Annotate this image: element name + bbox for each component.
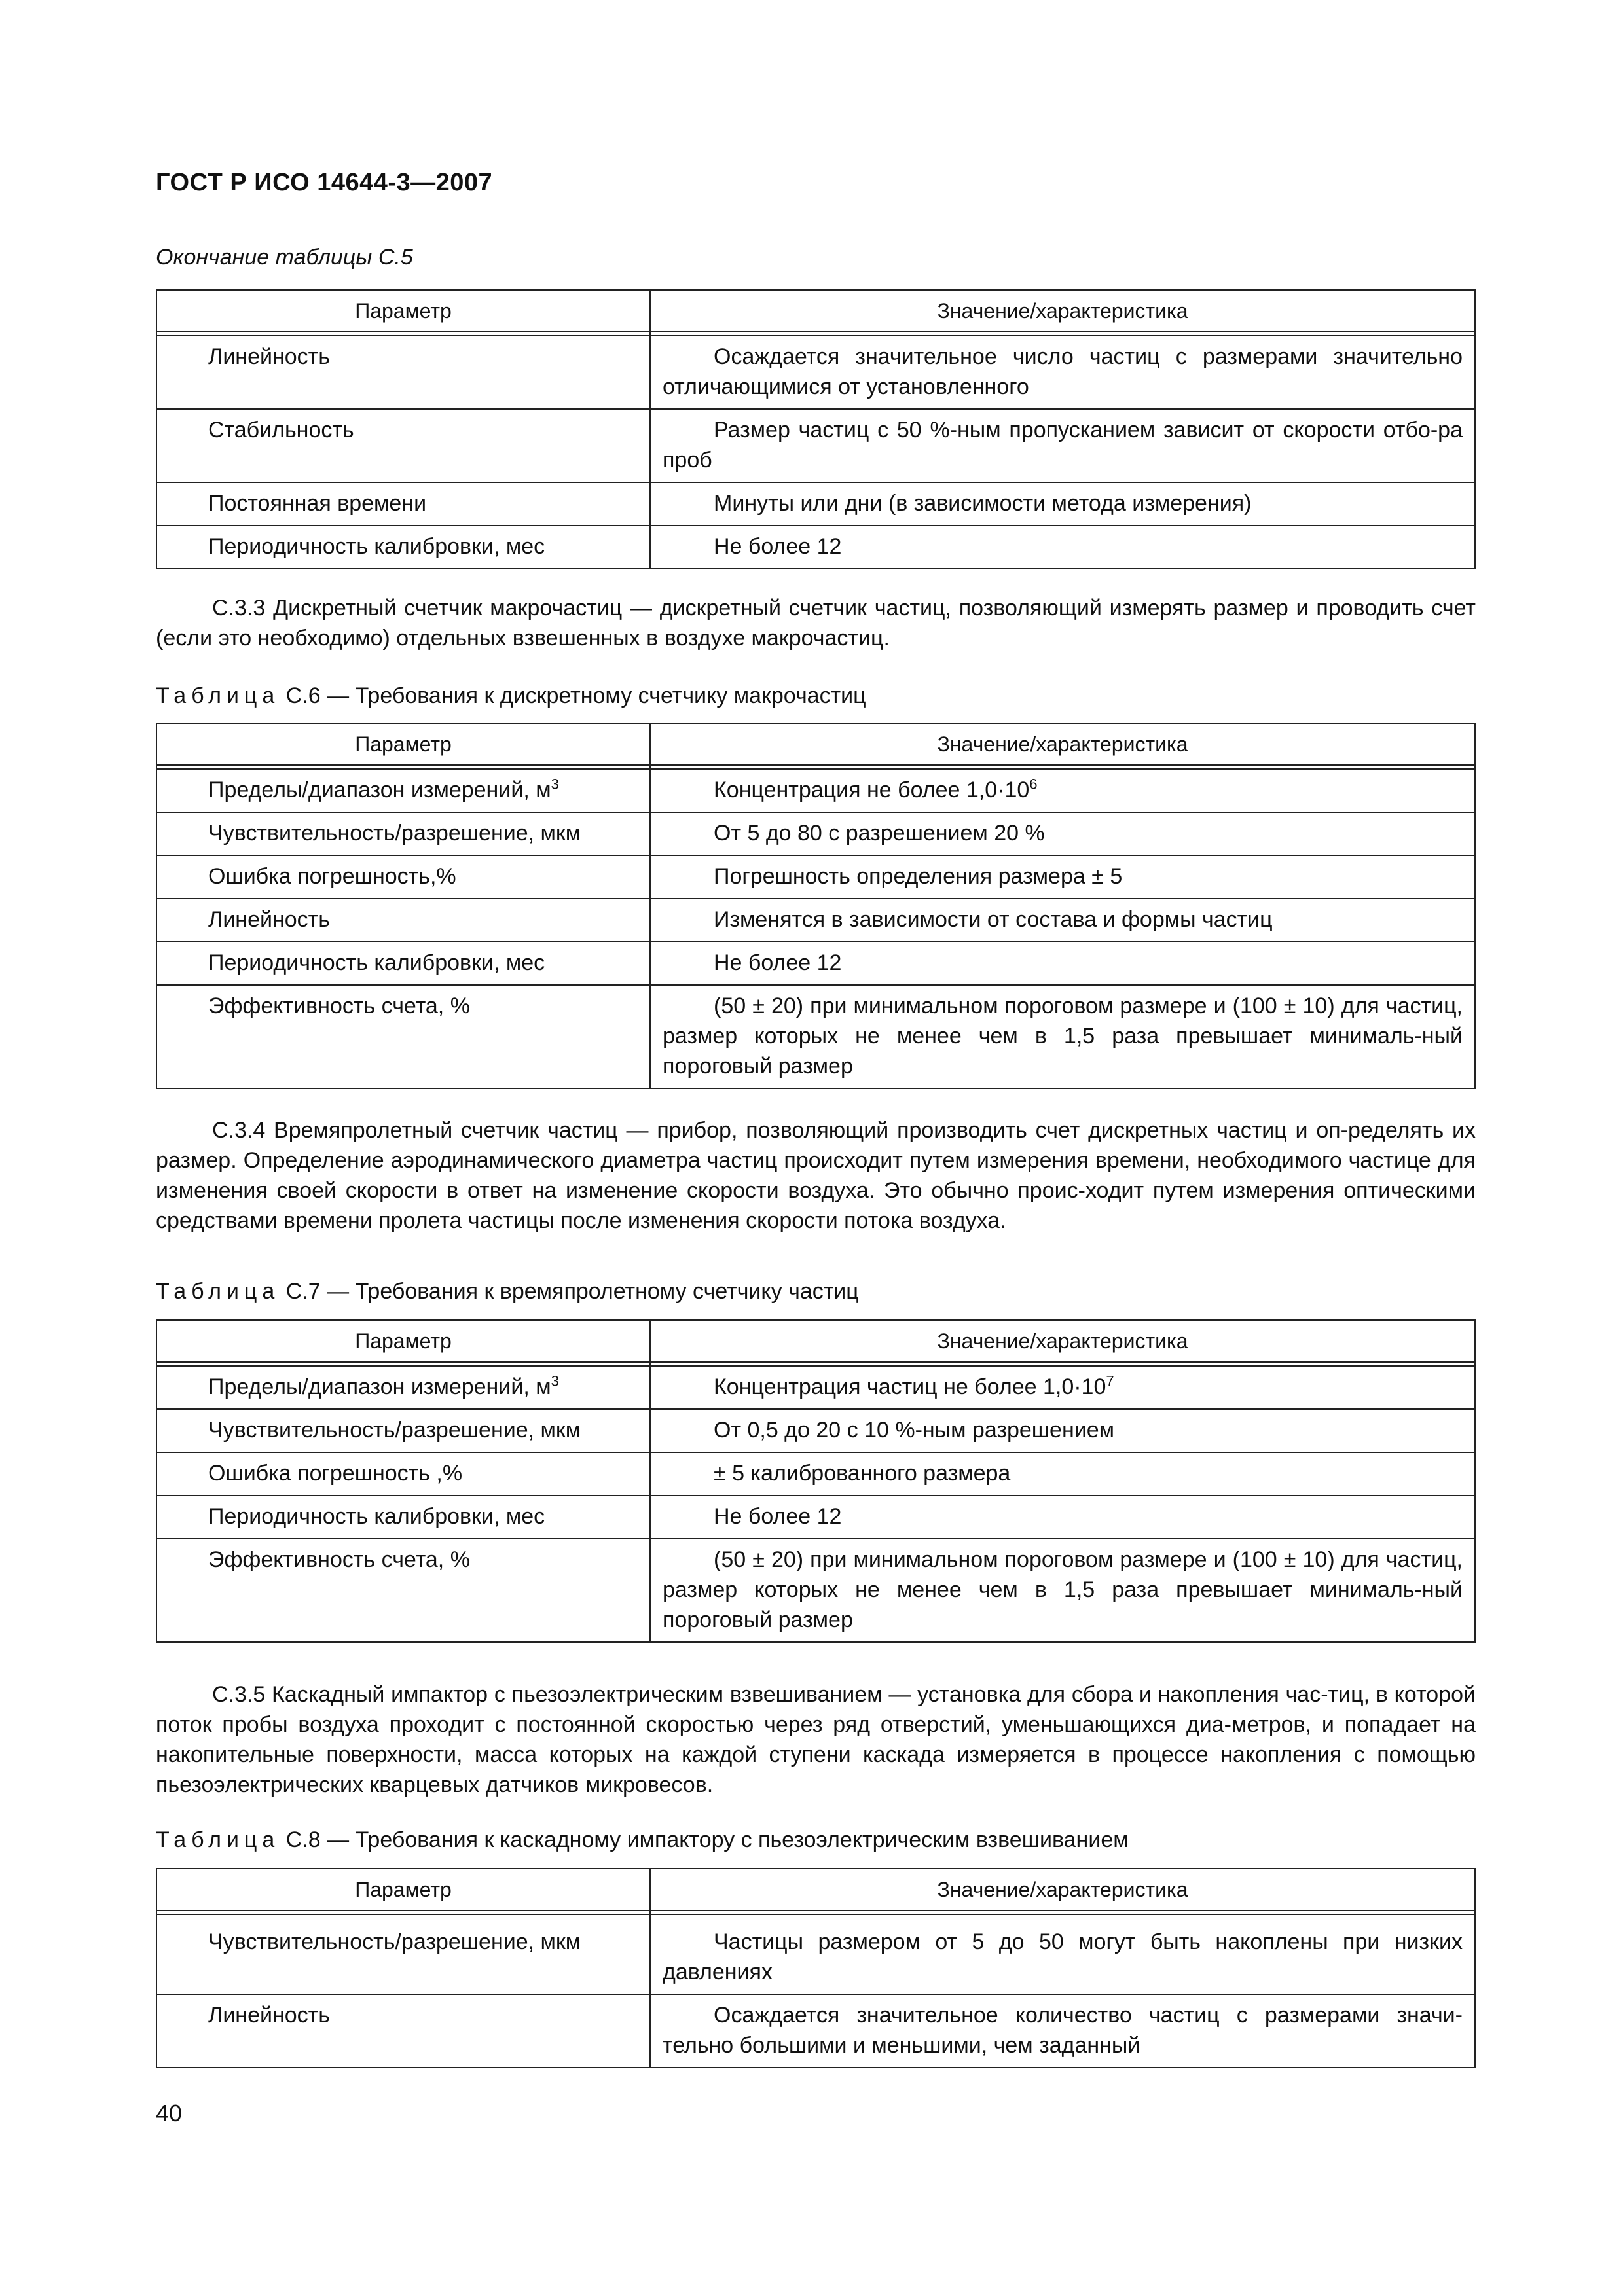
table-cell-param: Ошибка погрешность ,% <box>156 1452 650 1496</box>
table-row <box>156 482 1475 526</box>
value-text: Концентрация частиц не более 1,0·10 <box>714 1374 1106 1399</box>
table-cell-param: Периодичность калибровки, мес <box>156 1496 650 1539</box>
table-row <box>156 985 1475 1088</box>
table-cell-param: Чувствительность/разрешение, мкм <box>156 812 650 855</box>
table-row <box>156 812 1475 855</box>
table-cell-value: Не более 12 <box>650 942 1475 985</box>
table-cell-value: Не более 12 <box>650 526 1475 569</box>
table-caption-label: Таблица <box>156 1279 280 1304</box>
table-row <box>156 1496 1475 1539</box>
table-caption-text: С.6 — Требования к дискретному счетчику макрочастиц <box>285 683 866 708</box>
table-cell-value: От 5 до 80 с разрешением 20 % <box>650 812 1475 855</box>
table-cell-param: Периодичность калибровки, мес <box>156 526 650 569</box>
table-cell-value: От 0,5 до 20 с 10 %-ным разрешением <box>650 1409 1475 1452</box>
table-row <box>156 1366 1475 1409</box>
table-header-value: Значение/характеристика <box>650 290 1475 332</box>
table-header-value: Значение/характеристика <box>650 1320 1475 1362</box>
table-cell-param: Чувствительность/разрешение, мкм <box>156 1914 650 1994</box>
table-c6-caption <box>156 683 866 709</box>
table-caption-label: Таблица <box>156 1827 280 1852</box>
table-row <box>156 1452 1475 1496</box>
table-row <box>156 1914 1475 1994</box>
table-c7 <box>156 1319 1476 1643</box>
table-row <box>156 899 1475 942</box>
table-header-value: Значение/характеристика <box>650 1869 1475 1910</box>
table-caption-label: Таблица <box>156 683 280 708</box>
table-cell-param: Периодичность калибровки, мес <box>156 942 650 985</box>
param-text: Пределы/диапазон измерений, м <box>208 1374 551 1399</box>
table-row <box>156 769 1475 812</box>
table-cell-param: Чувствительность/разрешение, мкм <box>156 1409 650 1452</box>
paragraph-c33: С.3.3 Дискретный счетчик макрочастиц — дискретный счетчик частиц, позволяющий измерять размер и проводить счет (если это необходимо) отдельных взвешенных в воздухе макрочастиц. <box>156 596 1476 651</box>
table-caption-text: С.7 — Требования к времяпролетному счетчику частиц <box>285 1279 859 1304</box>
table-cell-param: Стабильность <box>156 409 650 482</box>
table-row <box>156 1994 1475 2068</box>
value-text: Концентрация не более 1,0·10 <box>714 778 1030 802</box>
superscript: 3 <box>551 776 559 793</box>
table-row <box>156 336 1475 409</box>
table-cell-value: ± 5 калиброванного размера <box>650 1452 1475 1496</box>
table-cell-param: Линейность <box>156 336 650 409</box>
table-cell-value <box>650 1366 1475 1409</box>
table-header-param: Параметр <box>156 1869 650 1910</box>
table-cell-value <box>650 769 1475 812</box>
table-cell-param: Постоянная времени <box>156 482 650 526</box>
superscript: 6 <box>1029 776 1038 793</box>
table-cell-param: Эффективность счета, % <box>156 1539 650 1642</box>
table-cell-param: Ошибка погрешность,% <box>156 855 650 899</box>
superscript: 3 <box>551 1372 559 1390</box>
table-row <box>156 1539 1475 1642</box>
table-cell-value: Не более 12 <box>650 1496 1475 1539</box>
table-cell-param <box>156 769 650 812</box>
table-c5-caption: Окончание таблицы С.5 <box>156 245 413 270</box>
table-cell-value: Частицы размером от 5 до 50 могут быть накоплены при низких давлениях <box>650 1914 1475 1994</box>
param-text: Пределы/диапазон измерений, м <box>208 778 551 802</box>
table-cell-param <box>156 1366 650 1409</box>
table-c8 <box>156 1868 1476 2068</box>
table-row <box>156 409 1475 482</box>
table-header-param: Параметр <box>156 723 650 765</box>
table-cell-value: Осаждается значительное число частиц с размерами значительно отличающимися от установленного <box>650 336 1475 409</box>
table-c8-caption <box>156 1827 1129 1853</box>
table-c5 <box>156 289 1476 569</box>
table-header-param: Параметр <box>156 1320 650 1362</box>
table-cell-value: Размер частиц с 50 %-ным пропусканием зависит от скорости отбо-ра проб <box>650 409 1475 482</box>
table-cell-value: Минуты или дни (в зависимости метода измерения) <box>650 482 1475 526</box>
table-cell-value: Погрешность определения размера ± 5 <box>650 855 1475 899</box>
table-caption-text: С.8 — Требования к каскадному импактору с пьезоэлектрическим взвешиванием <box>285 1827 1129 1852</box>
table-cell-param: Линейность <box>156 1994 650 2068</box>
table-cell-value: Изменятся в зависимости от состава и формы частиц <box>650 899 1475 942</box>
table-row <box>156 1409 1475 1452</box>
page-number: 40 <box>156 2100 183 2126</box>
table-cell-value: (50 ± 20) при минимальном пороговом размере и (100 ± 10) для частиц, размер которых не менее чем в 1,5 раза превышает минималь-ный пороговый размер <box>650 985 1475 1088</box>
table-cell-value: Осаждается значительное количество частиц с размерами значи-тельно большими и меньшими, чем заданный <box>650 1994 1475 2068</box>
paragraph-c34: С.3.4 Времяпролетный счетчик частиц — прибор, позволяющий производить счет дискретных частиц и оп-ределять их размер. Определение аэродинамического диаметра частиц происходит путем измерения времени, необходимого частице для изменения своей скорости в ответ на изменение скорости воздуха. Это обычно проис-ходит путем измерения оптическими средствами времени пролета частицы после изменения скорости потока воздуха. <box>156 1118 1476 1233</box>
table-c7-caption <box>156 1279 859 1304</box>
document-title: ГОСТ Р ИСО 14644-3—2007 <box>156 169 493 196</box>
table-row <box>156 942 1475 985</box>
table-row <box>156 526 1475 569</box>
table-cell-value: (50 ± 20) при минимальном пороговом размере и (100 ± 10) для частиц, размер которых не менее чем в 1,5 раза превышает минималь-ный пороговый размер <box>650 1539 1475 1642</box>
table-cell-param: Линейность <box>156 899 650 942</box>
paragraph-c35: С.3.5 Каскадный импактор с пьезоэлектрическим взвешиванием — установка для сбора и накопления час-тиц, в которой поток пробы воздуха проходит с постоянной скоростью через ряд отверстий, уменьшающихся диа-метров, и попадает на накопительные поверхности, масса которых на каждой ступени каскада измеряется в процессе накопления с помощью пьезоэлектрических кварцевых датчиков микровесов. <box>156 1682 1476 1797</box>
superscript: 7 <box>1106 1372 1114 1390</box>
table-header-param: Параметр <box>156 290 650 332</box>
table-c6 <box>156 723 1476 1089</box>
table-header-value: Значение/характеристика <box>650 723 1475 765</box>
table-cell-param: Эффективность счета, % <box>156 985 650 1088</box>
table-row <box>156 855 1475 899</box>
